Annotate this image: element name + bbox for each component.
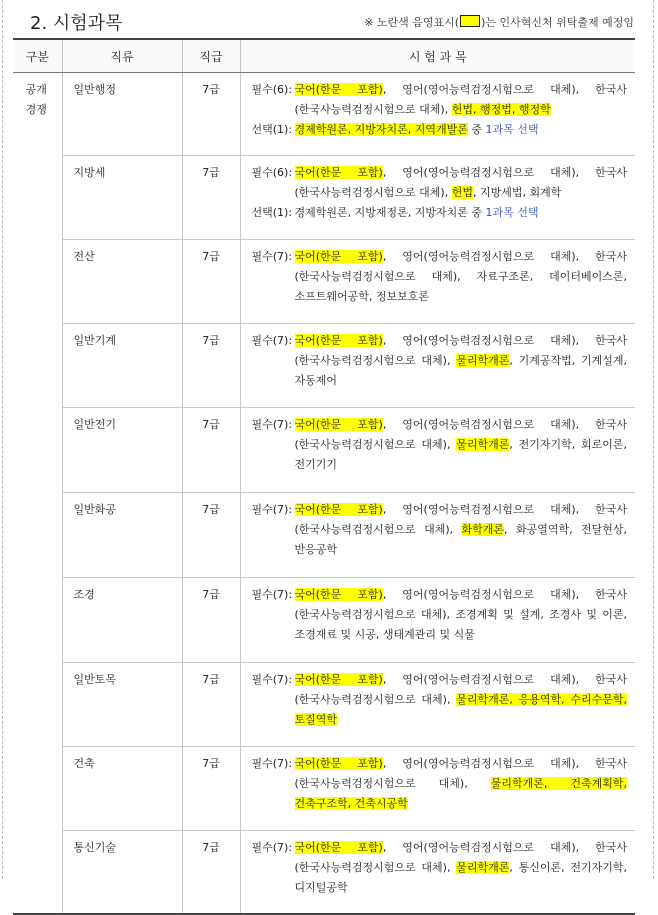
- required-line-label: 필수(6):: [251, 166, 293, 179]
- required-line-subjects: [295, 754, 628, 814]
- table-row: [13, 663, 635, 747]
- highlighted-subject: 물리학개론, 응용역학, 수리수문학, 토질역학: [294, 693, 627, 726]
- subject-text: , 영어(영어능력검정시험으로 대체), 한국사(한국사능력검정시험으로 대체),: [294, 334, 627, 367]
- highlighted-subject: 국어(한문 포함): [294, 334, 383, 347]
- highlight-note: [364, 14, 634, 30]
- highlighted-subject: 국어(한문 포함): [294, 166, 383, 179]
- highlight-swatch: [460, 15, 480, 27]
- highlighted-subject: 물리학개론: [456, 861, 510, 874]
- empty-cell: [240, 900, 635, 914]
- highlighted-subject: 국어(한문 포함): [294, 418, 383, 431]
- right-dashed-border: [653, 0, 654, 879]
- required-line-subjects: [295, 247, 628, 307]
- required-line-label: 필수(7):: [251, 841, 293, 854]
- select-one-note: 1과목 선택: [485, 123, 539, 136]
- required-line-label: 필수(7):: [251, 757, 293, 770]
- subject-text: , 영어(영어능력검정시험으로 대체), 한국사(한국사능력검정시험으로 대체), 자료구조론, 데이터베이스론, 소프트웨어공학, 정보보호론: [294, 250, 627, 303]
- subjects-cell: [240, 408, 635, 493]
- table-row: [13, 578, 635, 663]
- subject-text: , 통신이론, 전기자기학, 디지털공학: [294, 861, 627, 894]
- highlighted-subject: 국어(한문 포함): [294, 503, 383, 516]
- table-bottom-padding-row: [13, 900, 635, 914]
- optional-line-label: 선택(1):: [251, 206, 293, 219]
- section-title: 2. 시험과목: [30, 13, 123, 34]
- subject-text: , 영어(영어능력검정시험으로 대체), 한국사(한국사능력검정시험으로 대체),: [294, 503, 627, 536]
- job-cell: 지방세: [62, 156, 182, 240]
- header-job: 직류: [62, 39, 182, 73]
- gubun-text: 경쟁: [25, 103, 47, 116]
- job-cell: 일반화공: [62, 493, 182, 578]
- required-line-label: 필수(6):: [251, 83, 293, 96]
- job-cell: 통신기술: [62, 831, 182, 901]
- subject-text: , 영어(영어능력검정시험으로 대체), 한국사(한국사능력검정시험으로 대체),: [294, 841, 627, 874]
- job-cell: 일반기계: [62, 324, 182, 408]
- highlighted-subject: 물리학개론: [456, 354, 510, 367]
- subjects-cell: [240, 493, 635, 578]
- required-line: [252, 585, 628, 645]
- required-line: [252, 331, 628, 391]
- highlighted-subject: 화학개론: [461, 523, 505, 536]
- required-line-subjects: [295, 838, 628, 898]
- empty-cell: [62, 900, 182, 914]
- required-line-subjects: [295, 585, 628, 645]
- subject-text: , 영어(영어능력검정시험으로 대체), 한국사(한국사능력검정시험으로 대체),: [294, 673, 627, 706]
- subjects-cell: [240, 324, 635, 408]
- required-line-label: 필수(7):: [251, 418, 293, 431]
- highlighted-subject: 헌법: [451, 186, 473, 199]
- subjects-cell: [240, 578, 635, 663]
- subject-text: , 영어(영어능력검정시험으로 대체), 한국사(한국사능력검정시험으로 대체),: [294, 757, 627, 790]
- highlighted-subject: 물리학개론, 건축계획학, 건축구조학, 건축시공학: [294, 777, 627, 810]
- subjects-cell: [240, 73, 635, 156]
- subject-text: , 전기자기학, 회로이론, 전기기기: [294, 438, 627, 471]
- grade-cell: 7급: [182, 831, 240, 901]
- grade-cell: 7급: [182, 73, 240, 156]
- job-cell: 건축: [62, 747, 182, 831]
- subjects-cell: [240, 240, 635, 324]
- select-one-note: 1과목 선택: [485, 206, 539, 219]
- header-gubun: 구분: [13, 39, 62, 73]
- job-cell: 전산: [62, 240, 182, 324]
- grade-cell: 7급: [182, 156, 240, 240]
- header-grade: 직급: [182, 39, 240, 73]
- subject-text: , 영어(영어능력검정시험으로 대체), 한국사(한국사능력검정시험으로 대체),: [294, 418, 627, 451]
- highlighted-subject: 국어(한문 포함): [294, 250, 383, 263]
- table-row: [13, 408, 635, 493]
- grade-cell: 7급: [182, 324, 240, 408]
- highlighted-subject: 국어(한문 포함): [294, 757, 383, 770]
- subjects-cell: [240, 663, 635, 747]
- table-row: [13, 747, 635, 831]
- required-line: [252, 415, 628, 475]
- exam-subjects-table: [13, 38, 635, 915]
- subjects-cell: [240, 831, 635, 901]
- left-dashed-border: [2, 0, 3, 879]
- note-suffix: )는 인사혁신처 위탁출제 예정임: [481, 16, 634, 29]
- table-row: [13, 240, 635, 324]
- required-line-subjects: [295, 670, 628, 730]
- required-line-label: 필수(7):: [251, 250, 293, 263]
- subjects-cell: [240, 156, 635, 240]
- table-row: [13, 156, 635, 240]
- job-cell: 일반토목: [62, 663, 182, 747]
- required-line: [252, 80, 628, 120]
- required-line-label: 필수(7):: [251, 588, 293, 601]
- required-line: [252, 247, 628, 307]
- required-line-label: 필수(7):: [251, 334, 293, 347]
- highlighted-subject: 국어(한문 포함): [294, 83, 383, 96]
- required-line-subjects: [295, 163, 628, 203]
- table-row: [13, 831, 635, 901]
- required-line-subjects: [295, 415, 628, 475]
- subject-text: 경제학원론, 지방재정론, 지방자치론 중: [294, 206, 486, 219]
- subject-text: , 영어(영어능력검정시험으로 대체), 한국사(한국사능력검정시험으로 대체),: [294, 83, 627, 116]
- grade-cell: 7급: [182, 663, 240, 747]
- highlighted-subject: 국어(한문 포함): [294, 841, 383, 854]
- subject-text: , 지방세법, 회계학: [472, 186, 562, 199]
- note-prefix: ※ 노란색 음영표시(: [364, 16, 460, 29]
- required-line-subjects: [295, 80, 628, 120]
- required-line: [252, 163, 628, 203]
- optional-line: [252, 120, 628, 140]
- job-cell: 조경: [62, 578, 182, 663]
- required-line-subjects: [295, 500, 628, 560]
- required-line-subjects: [295, 331, 628, 391]
- subject-text: , 화공열역학, 전달현상, 반응공학: [294, 523, 627, 556]
- highlighted-subject: 국어(한문 포함): [294, 673, 383, 686]
- subject-text: , 기계공작법, 기계설계, 자동제어: [294, 354, 627, 387]
- table-row: [13, 324, 635, 408]
- grade-cell: 7급: [182, 578, 240, 663]
- gubun-text: 공개: [25, 83, 47, 96]
- grade-cell: 7급: [182, 408, 240, 493]
- highlighted-subject: 헌법, 행정법, 행정학: [451, 103, 551, 116]
- grade-cell: 7급: [182, 747, 240, 831]
- gubun-cell: [13, 73, 62, 915]
- table-header-row: [13, 39, 635, 73]
- subject-text: 중: [467, 123, 486, 136]
- required-line-label: 필수(7):: [251, 503, 293, 516]
- required-line-label: 필수(7):: [251, 673, 293, 686]
- required-line: [252, 670, 628, 730]
- subjects-cell: [240, 747, 635, 831]
- job-cell: 일반전기: [62, 408, 182, 493]
- table-row: [13, 493, 635, 578]
- grade-cell: 7급: [182, 493, 240, 578]
- grade-cell: 7급: [182, 240, 240, 324]
- required-line: [252, 754, 628, 814]
- header-subjects: 시 험 과 목: [240, 39, 635, 73]
- required-line: [252, 500, 628, 560]
- optional-line-subjects: [295, 120, 628, 140]
- highlighted-subject: 국어(한문 포함): [294, 588, 383, 601]
- empty-cell: [182, 900, 240, 914]
- highlighted-subject: 물리학개론: [456, 438, 510, 451]
- job-cell: 일반행정: [62, 73, 182, 156]
- highlighted-subject: 경제학원론, 지방자치론, 지역개발론: [294, 123, 468, 136]
- subject-text: , 영어(영어능력검정시험으로 대체), 한국사(한국사능력검정시험으로 대체),: [294, 166, 627, 199]
- section-header: [18, 0, 634, 40]
- required-line: [252, 838, 628, 898]
- table-row: [13, 73, 635, 156]
- optional-line-subjects: [295, 203, 628, 223]
- optional-line: [252, 203, 628, 223]
- optional-line-label: 선택(1):: [251, 123, 293, 136]
- subject-text: , 영어(영어능력검정시험으로 대체), 한국사(한국사능력검정시험으로 대체), 조경계획 및 설계, 조경사 및 이론, 조경재료 및 시공, 생태계관리 및 식물: [294, 588, 627, 641]
